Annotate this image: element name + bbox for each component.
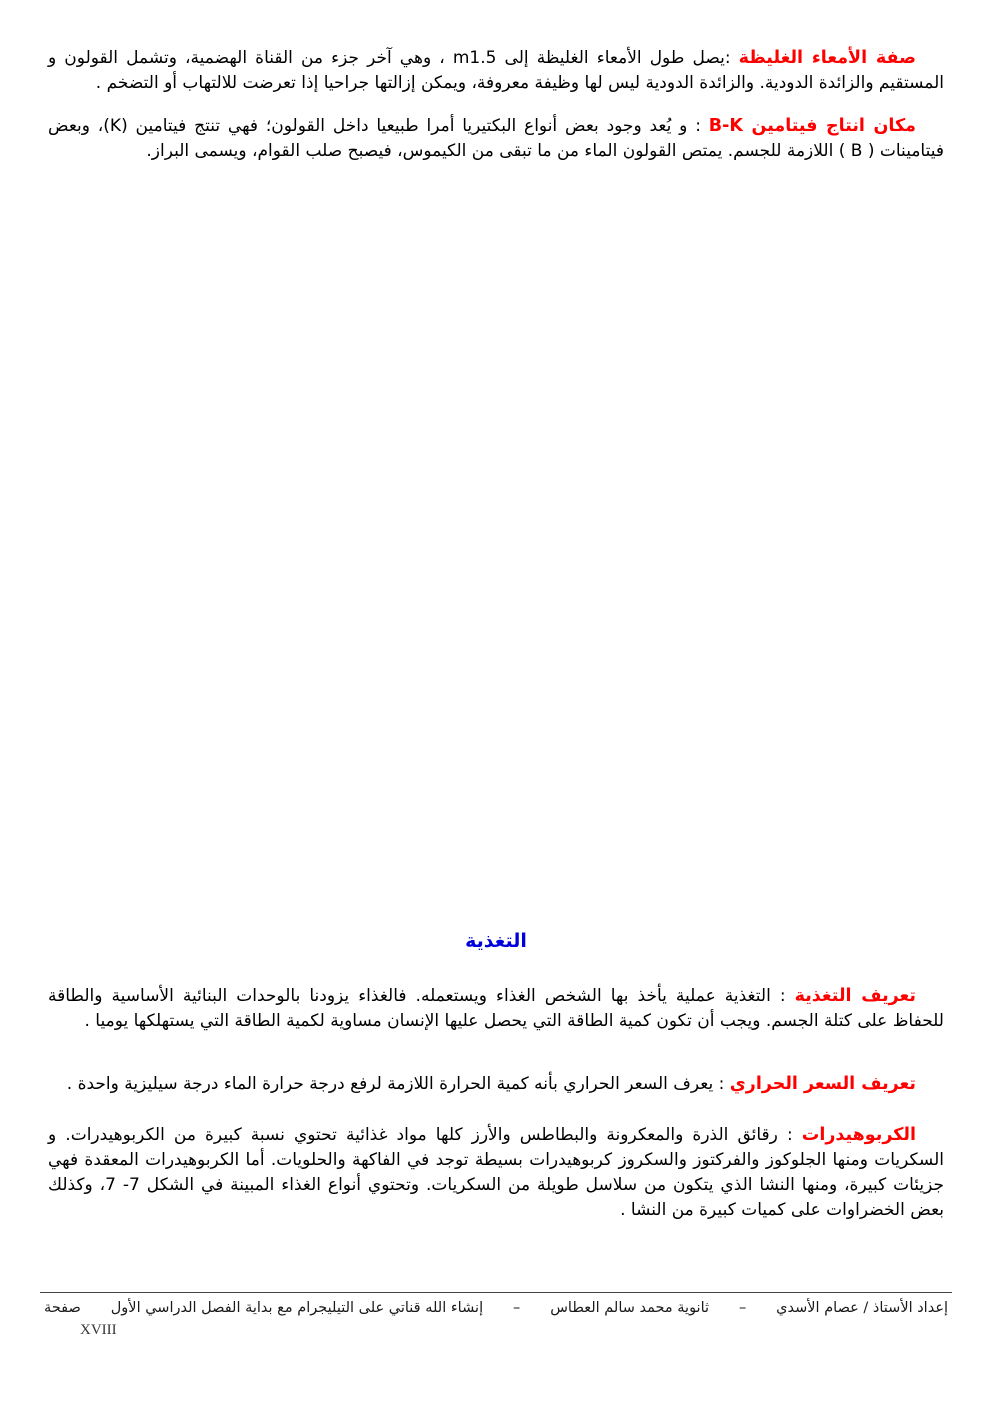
page-number: XVIII	[80, 1322, 117, 1338]
paragraph-large-intestine-description	[48, 46, 944, 96]
footer-note: إنشاء الله قناتي على التيليجرام مع بداية الفصل الدراسي الأول	[110, 1300, 484, 1316]
paragraph-heading: تعريف السعر الحراري	[729, 1074, 916, 1094]
paragraph-heading: تعريف التغذية	[794, 986, 916, 1006]
footer	[40, 1292, 952, 1341]
paragraph-carbohydrates	[48, 1123, 944, 1223]
paragraph-heading: الكربوهيدرات	[801, 1125, 916, 1145]
paragraph-vitamin-production	[48, 114, 944, 164]
paragraph-body: : و يُعد وجود بعض أنواع البكتيريا أمرا طبيعيا داخل القولون؛ فهي تنتج فيتامين (K)، وبعض فيتامينات ( B ) اللازمة للجسم. يمتص القولون الماء من ما تبقى من الكيموس، فيصبح صلب القوام، ويسمى البراز.	[48, 116, 944, 161]
paragraph-body: :يصل طول الأمعاء الغليظة إلى m1.5 ، وهي آخر جزء من القناة الهضمية، وتشمل القولون و المستقيم والزائدة الدودية. والزائدة الدودية ليس لها وظيفة معروفة، ويمكن إزالتها جراحيا إذا تعرضت للالتهاب أو التضخم .	[48, 48, 944, 93]
footer-dash-icon: –	[738, 1300, 747, 1316]
footer-page-label: صفحة	[44, 1300, 81, 1316]
paragraph-nutrition-definition	[48, 984, 944, 1034]
footer-dash-icon: –	[513, 1300, 521, 1316]
paragraph-heading: مكان انتاج فيتامين B-K	[708, 116, 916, 136]
footer-author: إعداد الأستاذ / عصام الأسدي	[776, 1300, 948, 1316]
blank-area	[48, 164, 944, 902]
paragraph-heading: صفة الأمعاء الغليظة	[738, 48, 916, 68]
paragraph-body: : التغذية عملية يأخذ بها الشخص الغذاء ويستعمله. فالغذاء يزودنا بالوحدات البنائية الأساسية والطاقة للحفاظ على كتلة الجسم. ويجب أن تكون كمية الطاقة التي يحصل عليها الإنسان مساوية لكمية الطاقة التي يستهلكها يوميا .	[48, 986, 944, 1031]
section-title-nutrition: التغذية	[465, 930, 527, 952]
paragraph-calorie-definition	[48, 1072, 944, 1097]
paragraph-body: : رقائق الذرة والمعكرونة والبطاطس والأرز كلها مواد غذائية تحتوي نسبة كبيرة من الكربوهيدرات. و السكريات ومنها الجلوكوز والفركتوز والسكروز كربوهيدرات بسيطة توجد في الفاكهة والحلويات. أما الكربوهيدرات المعقدة فهي جزيئات كبيرة، ومنها النشا الذي يتكون من سلاسل طويلة من السكريات. وتحتوي أنواع الغذاء المبينة في الشكل 7- 7، وكذلك بعض الخضراوات على كميات كبيرة من النشا .	[48, 1125, 945, 1220]
footer-attribution-row	[40, 1297, 952, 1319]
footer-school: ثانوية محمد سالم العطاس	[550, 1300, 710, 1316]
paragraph-body: : يعرف السعر الحراري بأنه كمية الحرارة اللازمة لرفع درجة حرارة الماء درجة سيليزية واحدة .	[66, 1074, 730, 1094]
